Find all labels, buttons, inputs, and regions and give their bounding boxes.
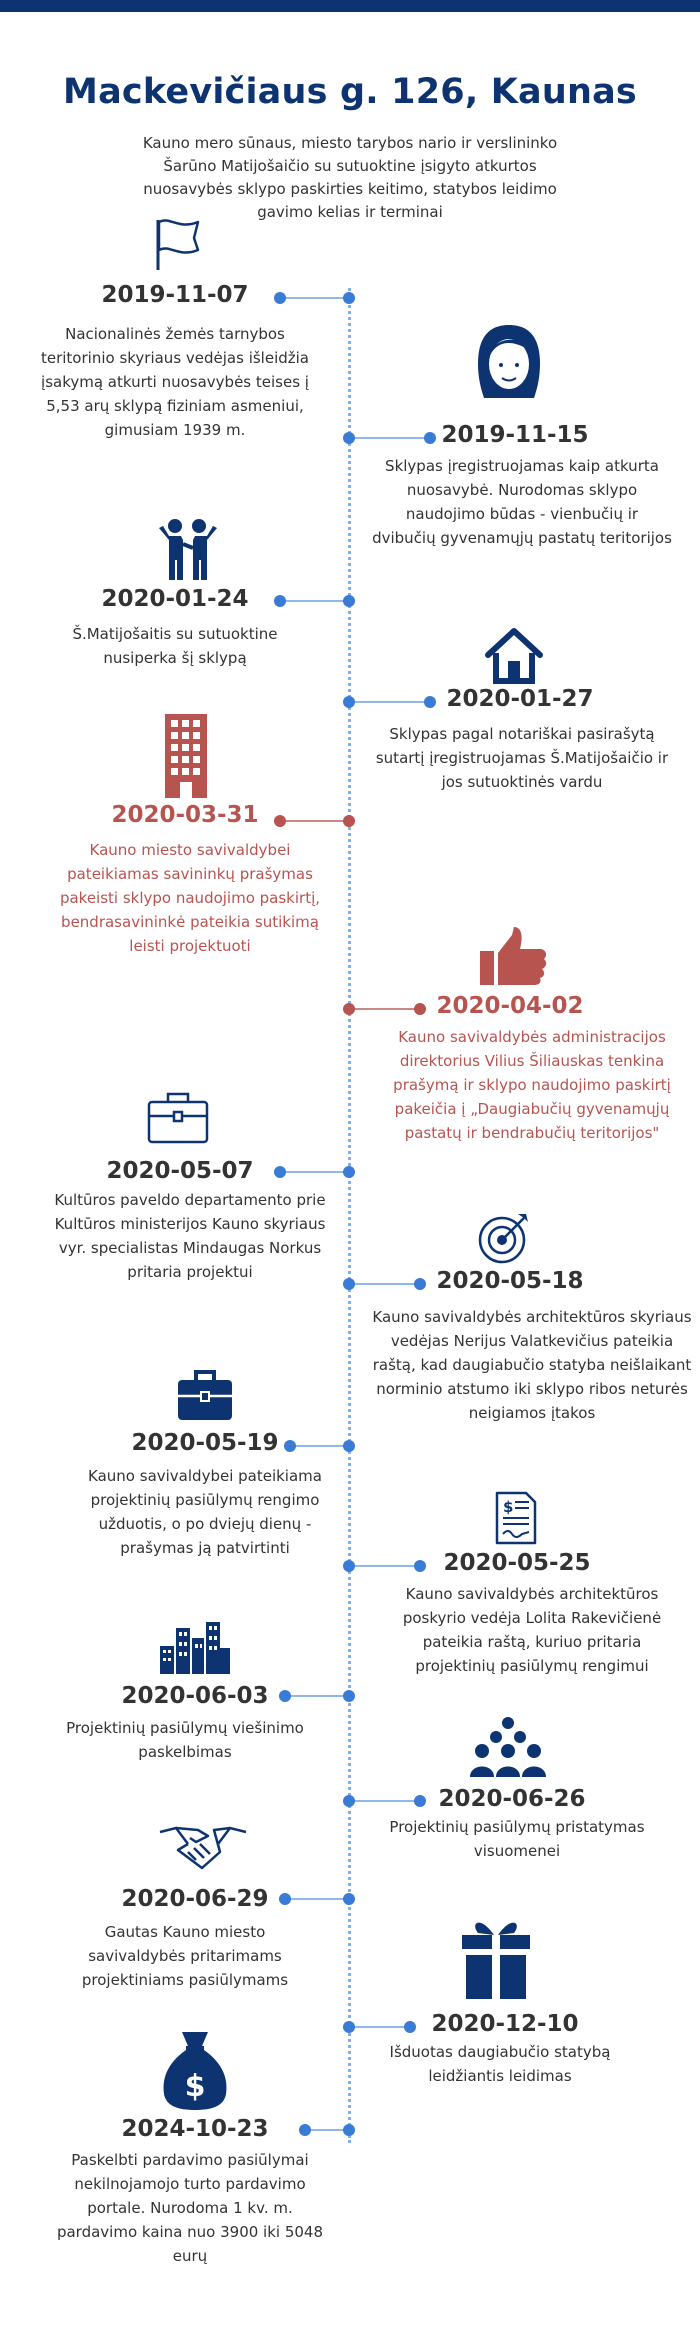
svg-text:$: $: [184, 2069, 206, 2104]
event-date: 2020-06-03: [121, 1683, 269, 1709]
event-description: Projektinių pasiūlymų pristatymas visuomenei: [389, 1818, 645, 1860]
timeline-dot: [343, 1560, 355, 1572]
event-description: Kauno savivaldybės architektūros poskyrio vedėja Lolita Rakevičienė pateikia raštą, kuriuo pritaria projektinių pasiūlymų rengimui: [402, 1585, 662, 1675]
timeline-dot: [343, 2124, 355, 2136]
handshake-icon: [158, 1822, 248, 1874]
event-date: 2020-06-26: [438, 1786, 586, 1812]
money-bag-icon: [160, 2030, 230, 2112]
woman-avatar-icon: [470, 322, 548, 402]
event-description: Nacionalinės žemės tarnybos teritorinio skyriaus vedėjas išleidžia įsakymą atkurti nuosavybės teises į 5,53 arų sklypą fiziniam asmeniui, gimusiam 1939 m.: [40, 325, 309, 439]
event-date: 2020-05-07: [106, 1158, 254, 1184]
timeline-connector: [280, 600, 348, 602]
timeline-connector: [280, 820, 348, 822]
event-description: Kultūros paveldo departamento prie Kultūros ministerijos Kauno skyriaus vyr. specialistas Mindaugas Norkus pritaria projektui: [54, 1191, 326, 1281]
event-date: 2020-05-18: [436, 1268, 584, 1294]
event-description: Kauno savivaldybės architektūros skyriaus vedėjas Nerijus Valatkevičius pateikia raštą, kad daugiabučio statyba neišlaikant norminio atstumo iki sklypo ribos neturės neigiamos įtakos: [372, 1308, 692, 1422]
timeline-dot: [414, 1003, 426, 1015]
event-date: 2020-03-31: [111, 802, 259, 828]
timeline-dot: [404, 2021, 416, 2033]
timeline-dot: [343, 815, 355, 827]
event-description: Paskelbti pardavimo pasiūlymai nekilnojamojo turto pardavimo portale. Nurodoma 1 kv. m. pardavimo kaina nuo 3900 iki 5048 eurų: [56, 2151, 324, 2265]
event-description: Sklypas pagal notariškai pasirašytą sutartį įregistruojamas Š.Matijošaičio ir jos sutuoktinės vardu: [375, 725, 669, 791]
timeline-axis: [348, 288, 351, 2143]
event-description: Projektinių pasiūlymų viešinimo paskelbimas: [66, 1719, 304, 1761]
timeline-dot: [274, 292, 286, 304]
timeline-connector: [350, 1283, 420, 1285]
timeline-dot: [414, 1560, 426, 1572]
timeline-dot: [343, 1440, 355, 1452]
event-date: 2020-04-02: [436, 993, 584, 1019]
timeline-dot: [343, 292, 355, 304]
timeline-dot: [343, 432, 355, 444]
timeline-connector: [350, 701, 430, 703]
event-description: Išduotas daugiabučio statybą leidžiantis leidimas: [389, 2043, 611, 2085]
event-description: Kauno miesto savivaldybei pateikiamas savininkų prašymas pakeisti sklypo naudojimo paskirtį, bendrasavininkė pateikia sutikimą leisti projektuoti: [59, 841, 321, 955]
building-icon: [162, 710, 210, 800]
timeline-connector: [280, 297, 348, 299]
event-date: 2020-01-27: [446, 686, 594, 712]
briefcase-icon: [176, 1368, 234, 1422]
timeline-connector: [350, 1800, 420, 1802]
timeline-dot: [343, 1893, 355, 1905]
event-date: 2020-01-24: [101, 586, 249, 612]
page-subtitle: Kauno mero sūnaus, miesto tarybos nario ir verslininko Šarūno Matijošaičio su sutuoktine įsigyto atkurtos nuosavybės sklypo paskirties keitimo, statybos leidimo gavimo kelias ir terminai: [142, 134, 558, 221]
event-description: Š.Matijošaitis su sutuoktine nusiperka šį sklypą: [72, 625, 278, 667]
timeline-dot: [343, 1003, 355, 1015]
timeline-connector: [350, 437, 430, 439]
flag-icon: [150, 216, 206, 272]
event-date: 2020-12-10: [431, 2011, 579, 2037]
event-description: Sklypas įregistruojamas kaip atkurta nuosavybė. Nurodomas sklypo naudojimo būdas - vienbučių ir dvibučių gyvenamųjų pastatų teritorijos: [372, 457, 672, 547]
document-icon: [494, 1490, 538, 1546]
city-icon: [158, 1618, 232, 1674]
timeline-connector: [290, 1445, 348, 1447]
page-title: Mackevičiaus g. 126, Kaunas: [63, 72, 637, 112]
event-date: 2020-05-19: [131, 1430, 279, 1456]
timeline-dot: [274, 815, 286, 827]
event-date: 2020-06-29: [121, 1886, 269, 1912]
event-description: Kauno savivaldybės administracijos direktorius Vilius Šiliauskas tenkina prašymą ir sklypo naudojimo paskirtį pakeičia į „Daugiabučių gyvenamųjų pastatų ir bendrabučių teritorijos": [393, 1028, 671, 1142]
house-icon: [484, 625, 544, 685]
timeline-dot: [414, 1795, 426, 1807]
event-date: 2020-05-25: [443, 1550, 591, 1576]
couple-icon: [155, 518, 221, 582]
thumbs-up-icon: [478, 925, 548, 987]
timeline-dot: [343, 696, 355, 708]
gift-icon: [460, 1915, 532, 1999]
timeline-dot: [343, 1690, 355, 1702]
timeline-dot: [279, 1690, 291, 1702]
briefcase-outline-icon: [146, 1090, 210, 1144]
timeline-connector: [350, 1008, 420, 1010]
timeline-dot: [343, 2021, 355, 2033]
timeline-dot: [274, 595, 286, 607]
timeline-dot: [343, 1278, 355, 1290]
event-description: Gautas Kauno miesto savivaldybės pritarimams projektiniams pasiūlymams: [81, 1923, 289, 1989]
timeline-dot: [414, 1278, 426, 1290]
audience-icon: [468, 1715, 548, 1777]
timeline-dot: [343, 1795, 355, 1807]
timeline-connector: [305, 2129, 348, 2131]
timeline-connector: [350, 2026, 410, 2028]
timeline-dot: [424, 696, 436, 708]
timeline-connector: [285, 1898, 348, 1900]
timeline-dot: [343, 595, 355, 607]
timeline-connector: [350, 1565, 420, 1567]
timeline-dot: [343, 1166, 355, 1178]
event-date: 2019-11-07: [101, 282, 249, 308]
timeline-dot: [284, 1440, 296, 1452]
timeline-dot: [279, 1893, 291, 1905]
event-description: Kauno savivaldybei pateikiama projektinių pasiūlymų rengimo užduotis, o po dviejų dienų - prašymas ją patvirtinti: [88, 1467, 322, 1557]
target-icon: [476, 1210, 532, 1264]
timeline-connector: [285, 1695, 348, 1697]
top-bar: [0, 0, 700, 12]
timeline-dot: [299, 2124, 311, 2136]
event-date: 2019-11-15: [441, 422, 589, 448]
timeline-dot: [274, 1166, 286, 1178]
event-date: 2024-10-23: [121, 2116, 269, 2142]
timeline-connector: [280, 1171, 348, 1173]
svg-text:$: $: [503, 1498, 514, 1516]
